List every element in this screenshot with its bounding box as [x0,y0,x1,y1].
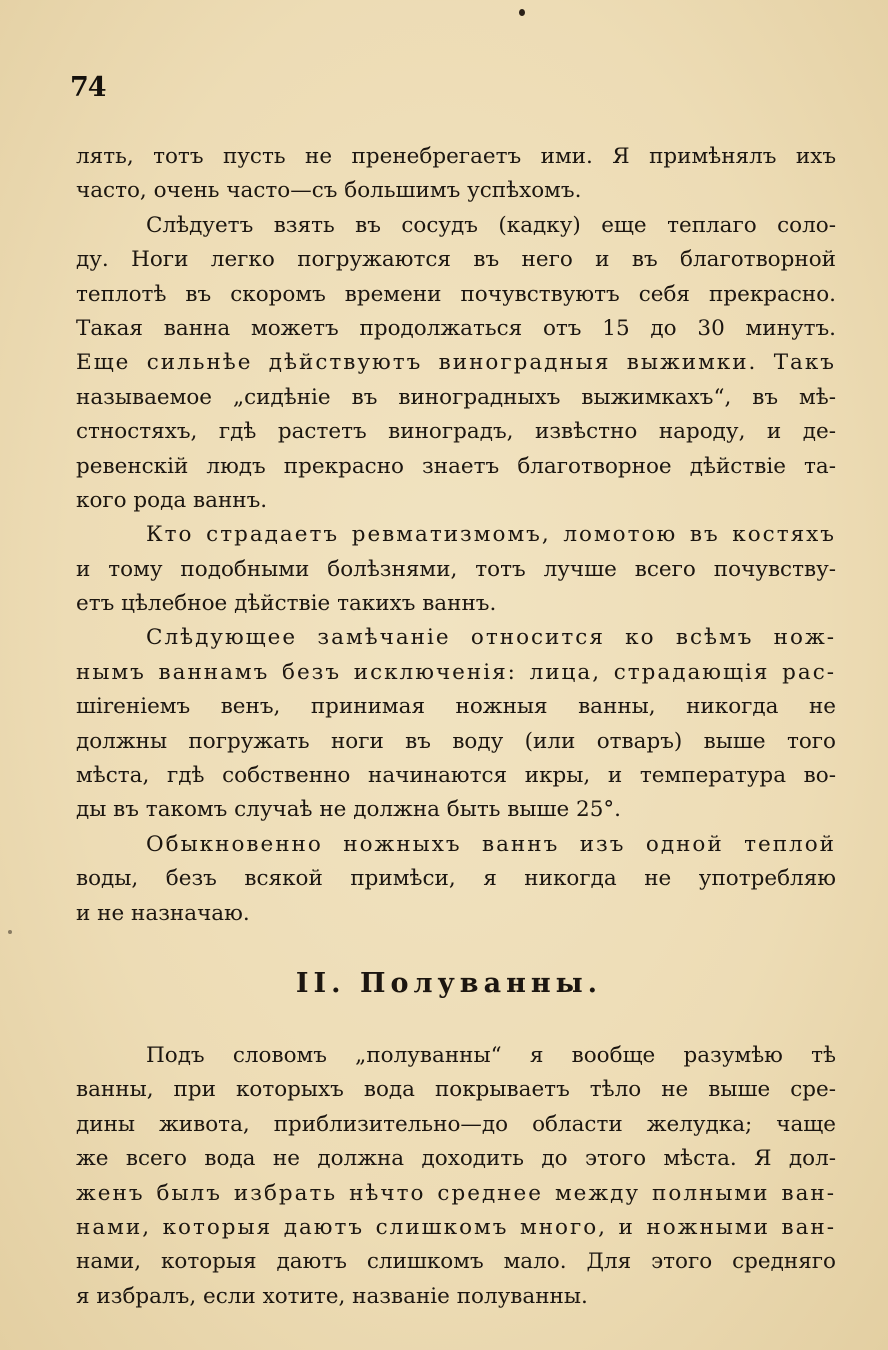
text-line: етъ цѣлебное дѣйствіе такихъ ваннъ. [76,591,497,617]
text-line: Слѣдуетъ взять въ сосудъ (кадку) еще теплаго соло- [146,212,836,238]
section-heading: II. Полуванны. [295,967,603,999]
text-line: же всего вода не должна доходить до этого мѣста. Я дол- [76,1146,836,1172]
text-line: я избралъ, если хотите, названіе полуванны. [76,1283,588,1309]
paragraph [76,621,836,827]
text-line: нами, которыя даютъ слишкомъ мало. Для этого средняго [76,1249,836,1275]
paragraph [76,140,836,209]
text-line: ды въ такомъ случаѣ не должна быть выше 25°. [76,797,621,823]
text-line: Еще сильнѣе дѣйствуютъ виноградныя выжимки. Такъ [76,350,836,376]
paragraph [76,518,836,621]
text-line: стностяхъ, гдѣ растетъ виноградъ, извѣстно народу, и де- [76,419,836,445]
text-line: ревенскій людъ прекрасно знаетъ благотворное дѣйствіе та- [76,453,836,479]
ink-speck [519,9,525,16]
text-line: воды, безъ всякой примѣси, я никогда не употребляю [76,866,836,892]
paragraph [76,1039,836,1314]
text-line: Подъ словомъ „полуванны“ я вообще разумѣю тѣ [146,1042,836,1068]
text-line: часто, очень часто—съ большимъ успѣхомъ. [76,178,582,204]
paragraph [76,828,836,931]
text-line: называемое „сидѣніе въ виноградныхъ выжимкахъ“, въ мѣ- [76,384,836,410]
text-line: дины живота, приблизительно—до области желудка; чаще [76,1111,836,1137]
text-line: кого рода ваннъ. [76,487,268,513]
text-line: и тому подобными болѣзнями, тотъ лучше всего почувству- [76,556,836,582]
text-line: женъ былъ избрать нѣчто среднее между полными ван- [76,1180,836,1206]
spacer [76,1009,836,1039]
text-line: ванны, при которыхъ вода покрываетъ тѣло не выше сре- [76,1077,836,1103]
text-line: лять, тотъ пусть не пренебрегаетъ ими. Я примѣнялъ ихъ [76,144,836,169]
text-line: Слѣдующее замѣчаніе относится ко всѣмъ нож- [146,625,836,651]
text-line: нымъ ваннамъ безъ исключенія: лица, страдающія рас- [76,659,836,685]
paragraph [76,209,836,519]
text-line: теплотѣ въ скоромъ времени почувствуютъ себя прекрасно. [76,281,836,307]
text-line: должны погружать ноги въ воду (или отваръ) выше того [76,728,836,754]
text-line: ду. Ноги легко погружаются въ него и въ благотворной [76,247,836,273]
text-line: и не назначаю. [76,900,250,926]
text-line: шireніемъ венъ, принимая ножныя ванны, никогда не [76,694,836,720]
text-line: Такая ванна можетъ продолжаться отъ 15 до 30 минутъ. [76,315,836,341]
ink-speck [8,930,12,934]
spacer [76,931,836,959]
body-text [76,140,836,1314]
text-line: мѣста, гдѣ собственно начинаются икры, и температура во- [76,763,836,789]
text-line: Кто страдаетъ ревматизмомъ, ломотою въ костяхъ [146,522,836,548]
text-line: Обыкновенно ножныхъ ваннъ изъ одной теплой [146,831,836,857]
page-number: 74 [70,72,106,103]
text-line: нами, которыя даютъ слишкомъ много, и ножными ван- [76,1214,836,1240]
